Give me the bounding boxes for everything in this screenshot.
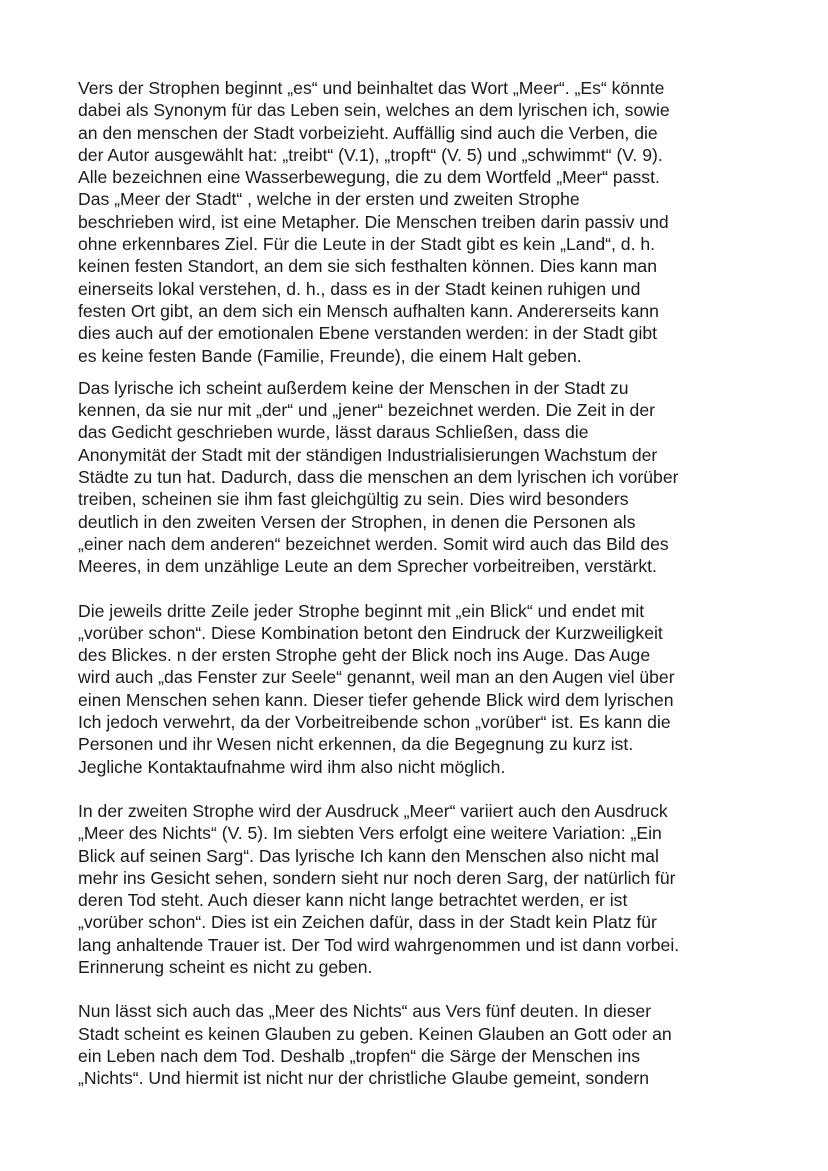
text-line: Jegliche Kontaktaufnahme wird ihm also nicht möglich. bbox=[78, 756, 506, 777]
paragraph-gap bbox=[78, 367, 753, 377]
text-line: einen Menschen sehen kann. Dieser tiefer gehende Blick wird dem lyrischen bbox=[78, 689, 674, 710]
text-line: wird auch „das Fenster zur Seele“ genannt, weil man an den Augen viel über bbox=[78, 667, 675, 688]
text-line: Das lyrische ich scheint außerdem keine der Menschen in der Stadt zu bbox=[78, 377, 629, 398]
paragraph bbox=[78, 600, 753, 778]
text-line: das Gedicht geschrieben wurde, lässt daraus Schließen, dass die bbox=[78, 422, 589, 443]
text-line: Vers der Strophen beginnt „es“ und beinhaltet das Wort „Meer“. „Es“ könnte bbox=[78, 78, 665, 98]
text-line: dies auch auf der emotionalen Ebene verstanden werden: in der Stadt gibt bbox=[78, 323, 658, 344]
paragraph bbox=[78, 1000, 753, 1089]
text-line: „Meer des Nichts“ (V. 5). Im siebten Vers erfolgt eine weitere Variation: „Ein bbox=[78, 823, 662, 844]
text-line: Nun lässt sich auch das „Meer des Nichts“ aus Vers fünf deuten. In dieser bbox=[78, 1001, 652, 1022]
text-line: „einer nach dem anderen“ bezeichnet werden. Somit wird auch das Bild des bbox=[78, 533, 669, 554]
text-line: In der zweiten Strophe wird der Ausdruck „Meer“ variiert auch den Ausdruck bbox=[78, 800, 668, 821]
text-line: „Nichts“. Und hiermit ist nicht nur der christliche Glaube gemeint, sondern bbox=[78, 1068, 650, 1089]
paragraph bbox=[78, 377, 753, 578]
document-text bbox=[78, 77, 753, 1089]
text-line: Die jeweils dritte Zeile jeder Strophe beginnt mit „ein Blick“ und endet mit bbox=[78, 600, 645, 621]
paragraph bbox=[78, 77, 753, 367]
text-line: der Autor ausgewählt hat: „treibt“ (V.1), „tropft“ (V. 5) und „schwimmt“ (V. 9). bbox=[78, 144, 663, 165]
text-line: keinen festen Standort, an dem sie sich festhalten können. Dies kann man bbox=[78, 256, 657, 277]
text-line: Meeres, in dem unzählige Leute an dem Sprecher vorbeitreiben, verstärkt. bbox=[78, 556, 657, 577]
text-line: lang anhaltende Trauer ist. Der Tod wird wahrgenommen und ist dann vorbei. bbox=[78, 934, 680, 955]
text-line: „vorüber schon“. Dies ist ein Zeichen dafür, dass in der Stadt kein Platz für bbox=[78, 912, 657, 933]
text-line: ein Leben nach dem Tod. Deshalb „tropfen“ die Särge der Menschen ins bbox=[78, 1045, 641, 1066]
text-line: es keine festen Bande (Familie, Freunde), die einem Halt geben. bbox=[78, 345, 582, 366]
text-line: Personen und ihr Wesen nicht erkennen, da die Begegnung zu kurz ist. bbox=[78, 734, 634, 755]
text-line: kennen, da sie nur mit „der“ und „jener“ bezeichnet werden. Die Zeit in der bbox=[78, 400, 655, 421]
paragraph bbox=[78, 800, 753, 978]
text-line: mehr ins Gesicht sehen, sondern sieht nur noch deren Sarg, der natürlich für bbox=[78, 867, 676, 888]
text-line: an den menschen der Stadt vorbeizieht. Auffällig sind auch die Verben, die bbox=[78, 122, 658, 143]
text-line: treiben, scheinen sie ihm fast gleichgültig zu sein. Dies wird besonders bbox=[78, 489, 629, 510]
text-line: Blick auf seinen Sarg“. Das lyrische Ich kann den Menschen also nicht mal bbox=[78, 845, 659, 866]
text-line: Ich jedoch verwehrt, da der Vorbeitreibende schon „vorüber“ ist. Es kann die bbox=[78, 712, 671, 733]
text-line: Stadt scheint es keinen Glauben zu geben. Keinen Glauben an Gott oder an bbox=[78, 1023, 672, 1044]
text-line: einerseits lokal verstehen, d. h., dass es in der Stadt keinen ruhigen und bbox=[78, 278, 641, 299]
paragraph-gap bbox=[78, 578, 753, 600]
text-line: „vorüber schon“. Diese Kombination betont den Eindruck der Kurzweiligkeit bbox=[78, 622, 663, 643]
paragraph-gap bbox=[78, 978, 753, 1000]
text-line: ohne erkennbares Ziel. Für die Leute in der Stadt gibt es kein „Land“, d. h. bbox=[78, 234, 656, 255]
text-line: des Blickes. n der ersten Strophe geht der Blick noch ins Auge. Das Auge bbox=[78, 645, 651, 666]
text-line: Städte zu tun hat. Dadurch, dass die menschen an dem lyrischen ich vorüber bbox=[78, 467, 679, 488]
text-line: beschrieben wird, ist eine Metapher. Die Menschen treiben darin passiv und bbox=[78, 211, 669, 232]
text-line: Erinnerung scheint es nicht zu geben. bbox=[78, 956, 373, 977]
text-line: Alle bezeichnen eine Wasserbewegung, die zu dem Wortfeld „Meer“ passt. bbox=[78, 167, 660, 188]
text-line: dabei als Synonym für das Leben sein, welches an dem lyrischen ich, sowie bbox=[78, 100, 670, 121]
text-line: Das „Meer der Stadt“ , welche in der ersten und zweiten Strophe bbox=[78, 189, 580, 210]
text-line: festen Ort gibt, an dem sich ein Mensch aufhalten kann. Andererseits kann bbox=[78, 300, 659, 321]
text-line: deren Tod steht. Auch dieser kann nicht lange betrachtet werden, er ist bbox=[78, 890, 628, 911]
text-line: deutlich in den zweiten Versen der Strophen, in denen die Personen als bbox=[78, 511, 636, 532]
paragraph-gap bbox=[78, 778, 753, 800]
text-line: Anonymität der Stadt mit der ständigen Industrialisierungen Wachstum der bbox=[78, 444, 658, 465]
